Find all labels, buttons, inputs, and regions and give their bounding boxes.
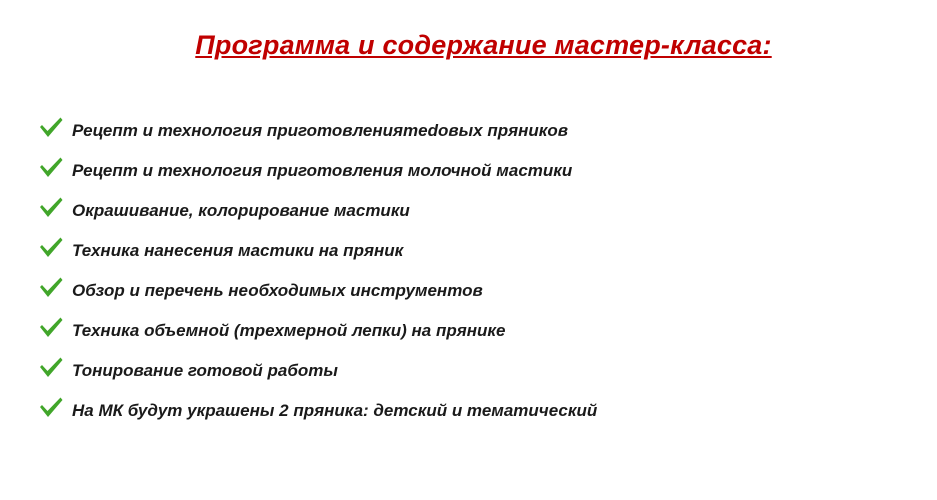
page-title: Программа и содержание мастер-класса: <box>195 30 772 60</box>
check-icon <box>38 156 64 180</box>
list-item-label: Окрашивание, колорирование мастики <box>72 201 410 220</box>
list-item <box>38 319 937 345</box>
list-item <box>38 359 937 385</box>
list-item-label: Обзор и перечень необходимых инструментов <box>72 281 483 300</box>
check-icon <box>38 316 64 340</box>
list-item-label: Рецепт и технология приготовленияmedовых пряников <box>72 121 569 140</box>
list-item-label: Техника нанесения мастики на пряник <box>72 241 404 260</box>
check-icon <box>38 276 64 300</box>
list-item <box>38 159 937 185</box>
check-icon <box>38 196 64 220</box>
list-item-label: Тонирование готовой работы <box>72 361 338 380</box>
list-item-label: Техника объемной (трехмерной лепки) на прянике <box>72 321 506 340</box>
list-item <box>38 279 937 305</box>
check-icon <box>38 396 64 420</box>
list-item <box>38 399 937 425</box>
program-list <box>0 119 937 425</box>
document-page <box>0 30 937 500</box>
list-item <box>38 119 937 145</box>
check-icon <box>38 356 64 380</box>
list-item-label: На МК будут украшены 2 пряника: детский и тематический <box>72 401 598 420</box>
check-icon <box>38 116 64 140</box>
list-item-label: Рецепт и технология приготовления молочной мастики <box>72 161 573 180</box>
list-item <box>38 199 937 225</box>
list-item <box>38 239 937 265</box>
check-icon <box>38 236 64 260</box>
